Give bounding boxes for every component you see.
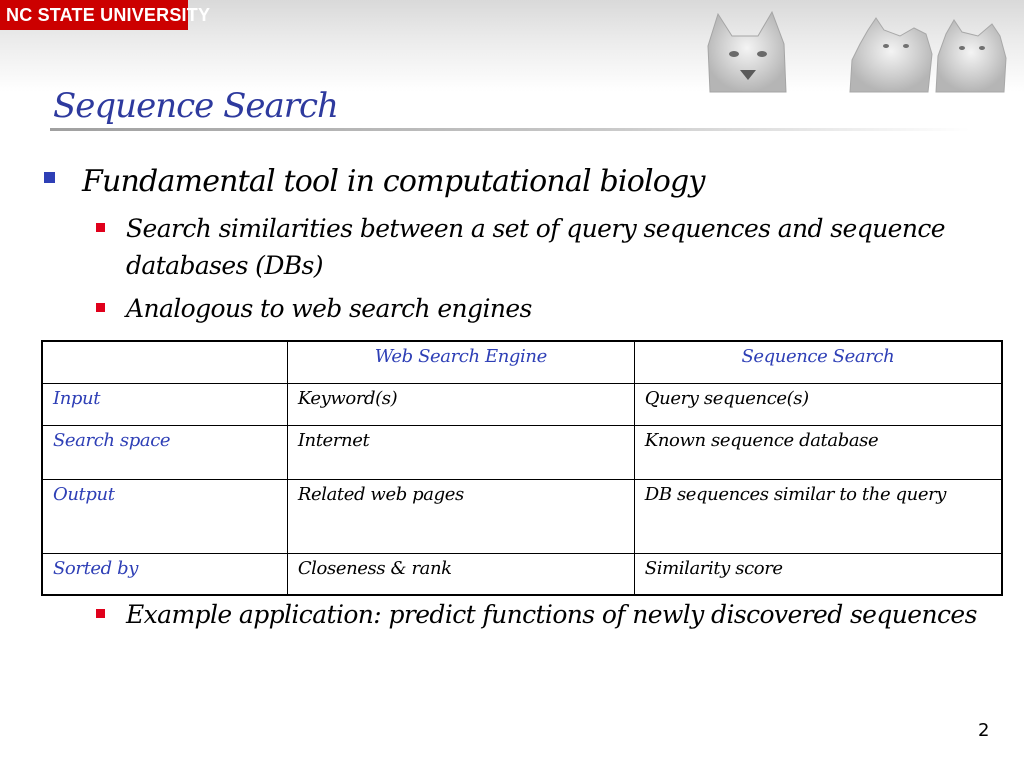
ncsu-logo: NC STATE UNIVERSITY — [0, 0, 188, 30]
bullet-text-level2: Search similarities between a set of query sequences and sequence — [126, 214, 945, 243]
bullet-square-icon — [96, 223, 105, 232]
row-label: Sorted by — [42, 553, 287, 595]
table-cell: Related web pages — [287, 479, 634, 553]
table-header-cell: Sequence Search — [634, 341, 1002, 383]
table-row — [42, 383, 1002, 425]
row-label: Output — [42, 479, 287, 553]
comparison-table — [41, 340, 1003, 596]
bullet-text-level2: Example application: predict functions of newly discovered sequences — [126, 600, 977, 629]
row-label: Search space — [42, 425, 287, 479]
table-row — [42, 479, 1002, 553]
table-cell: Query sequence(s) — [634, 383, 1002, 425]
wolf-standing-icon — [850, 18, 932, 92]
table-cell: DB sequences similar to the query — [634, 479, 1002, 553]
wolf-head-icon — [708, 12, 786, 92]
table-header-row — [42, 341, 1002, 383]
title-underline — [50, 128, 970, 131]
wolf-standing-icon-2 — [936, 20, 1006, 92]
table-cell: Internet — [287, 425, 634, 479]
bullet-square-icon — [96, 303, 105, 312]
bullet-text-level1: Fundamental tool in computational biology — [82, 164, 705, 199]
table-row — [42, 425, 1002, 479]
wolves-image — [700, 6, 1010, 94]
table-cell: Known sequence database — [634, 425, 1002, 479]
table-cell: Keyword(s) — [287, 383, 634, 425]
page-number: 2 — [978, 720, 990, 741]
table-cell: Similarity score — [634, 553, 1002, 595]
bullet-text-level2-cont: databases (DBs) — [126, 251, 323, 280]
row-label: Input — [42, 383, 287, 425]
table-cell: Closeness & rank — [287, 553, 634, 595]
slide-title: Sequence Search — [53, 86, 338, 126]
table-row — [42, 553, 1002, 595]
table-header-cell — [42, 341, 287, 383]
bullet-square-icon — [44, 172, 55, 183]
bullet-text-level2: Analogous to web search engines — [126, 294, 532, 323]
table-header-cell: Web Search Engine — [287, 341, 634, 383]
bullet-square-icon — [96, 609, 105, 618]
